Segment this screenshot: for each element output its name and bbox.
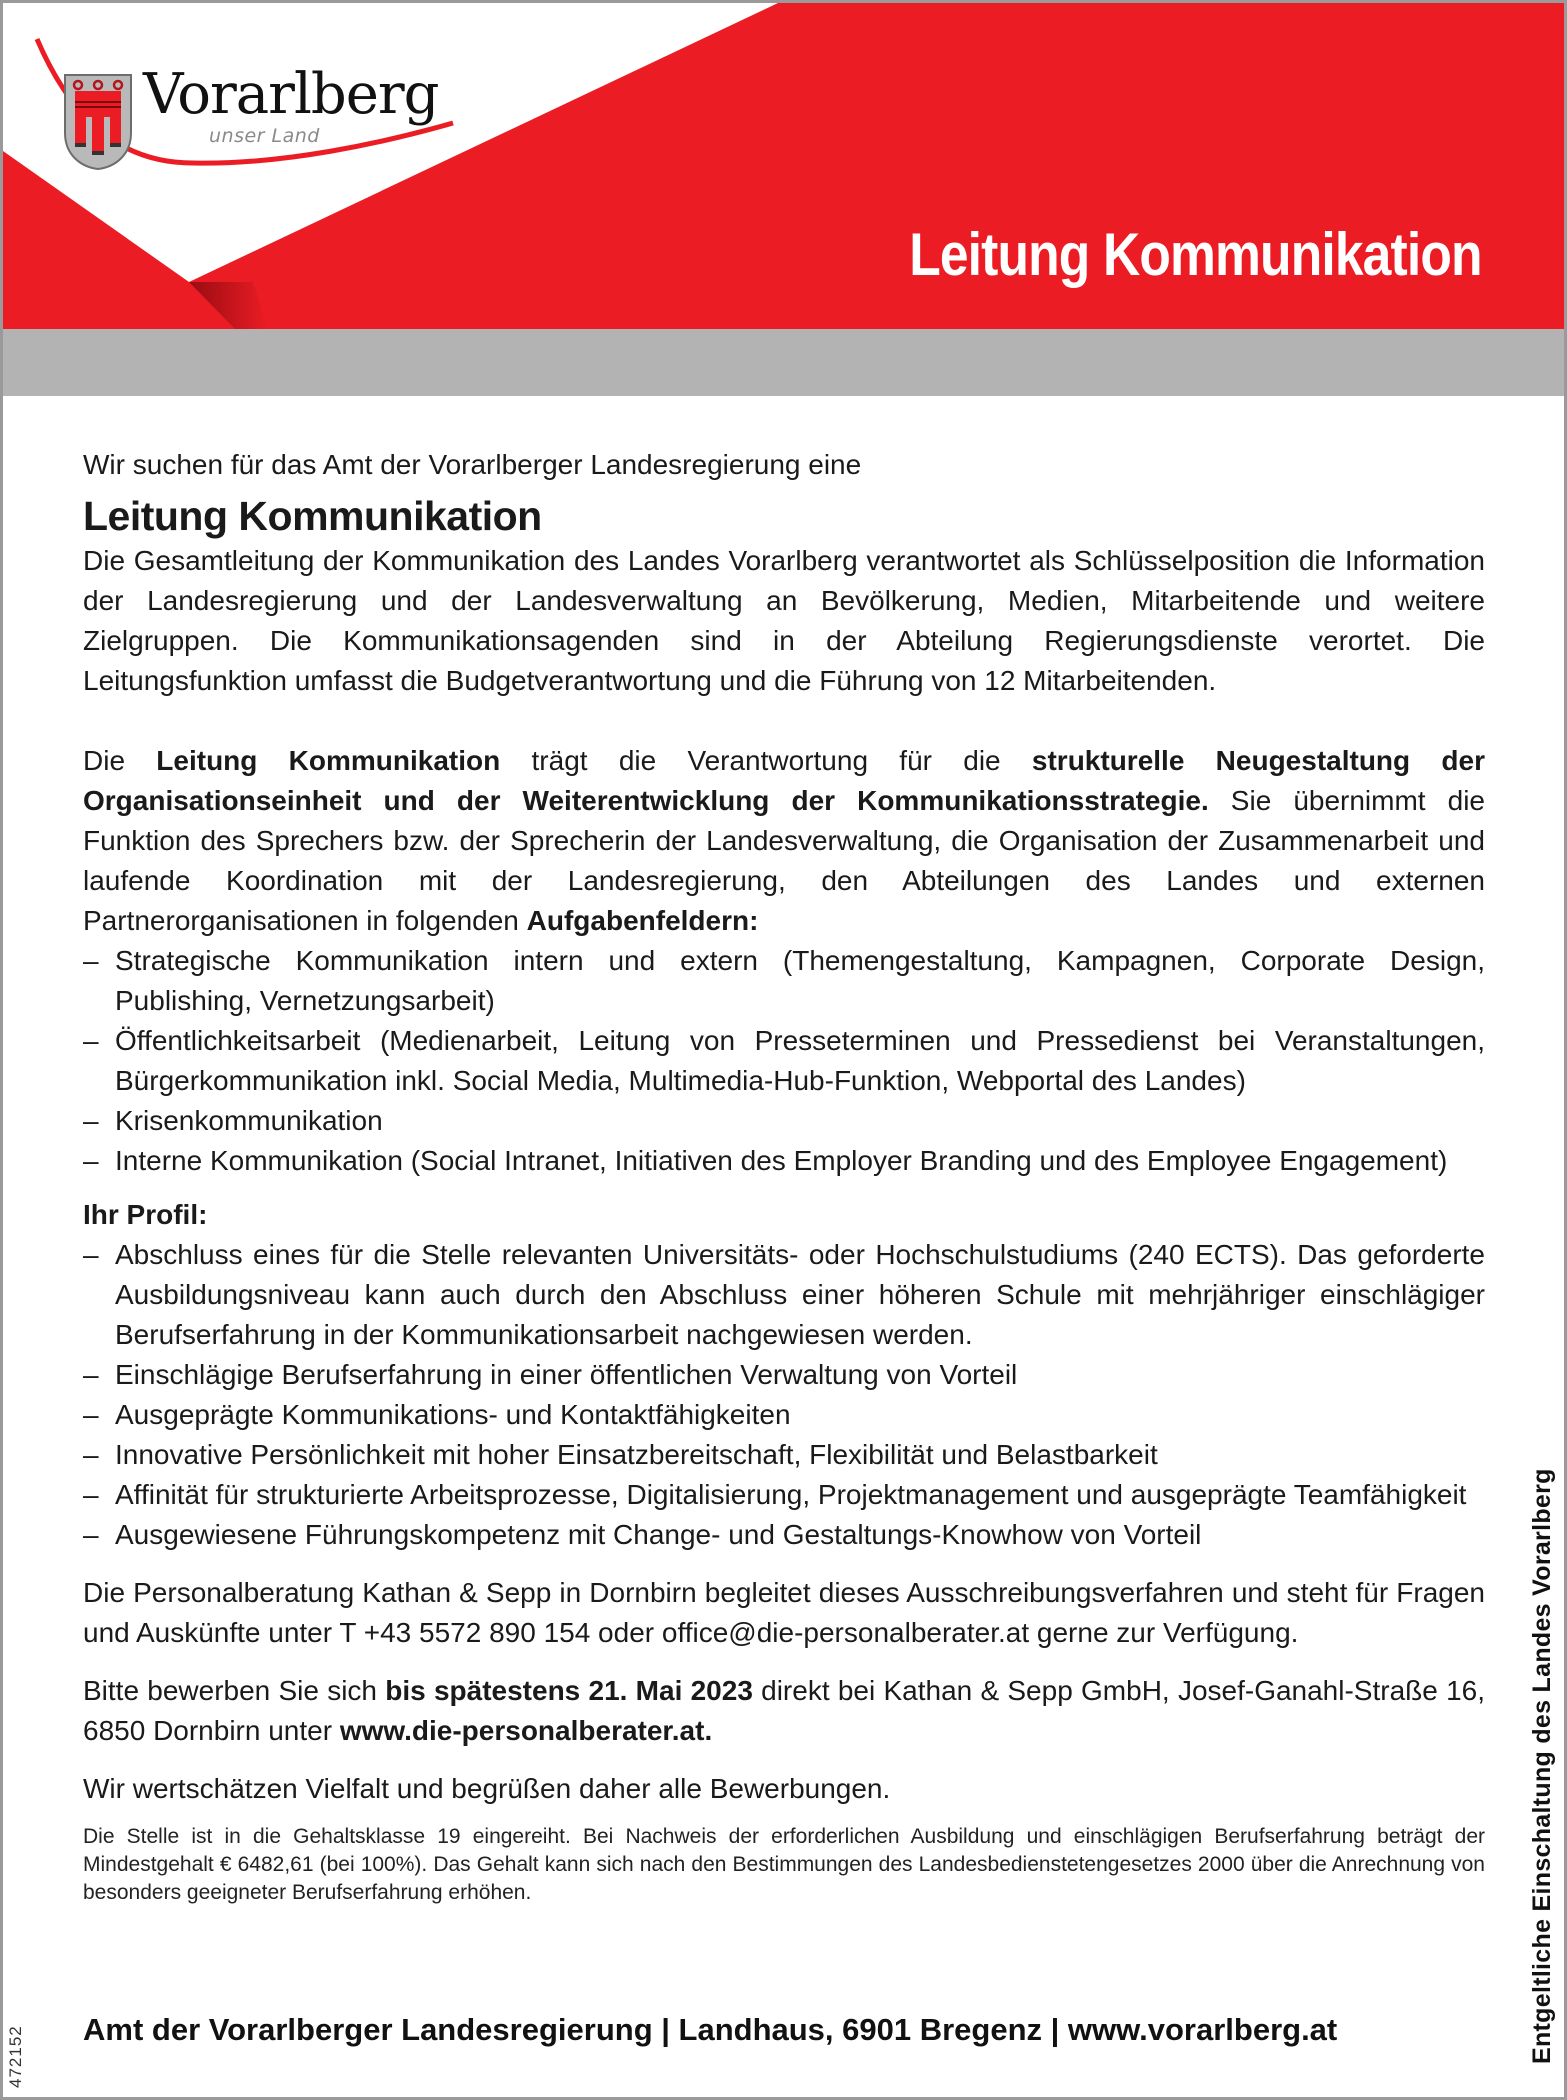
profile-heading: Ihr Profil:	[83, 1199, 208, 1230]
job-ad-body	[83, 445, 1485, 1907]
logo-wordmark: Vorarlberg	[143, 62, 439, 127]
emphasis-role: Leitung Kommunikation	[156, 745, 501, 776]
description-paragraph-2	[83, 741, 1485, 941]
contact-paragraph: Die Personalberatung Kathan & Sepp in Dornbirn begleitet dieses Ausschreibungsverfahren und steht für Fragen und Auskünfte unter T +43 5572 890 154 oder office@die-personalberater.at gerne zur Verfügung.	[83, 1577, 1485, 1648]
list-item: – Krisenkommunikation	[83, 1101, 1485, 1141]
description-paragraph-1: Die Gesamtleitung der Kommunikation des Landes Vorarlberg verantwortet als Schlüsselposition die Information der Landesregierung und der Landesverwaltung an Bevölkerung, Medien, Mitarbeitende und weitere Zielgruppen. Die Kommunikationsagenden sind in der Abteilung Regierungsdienste verortet. Die Leitungsfunktion umfasst die Budgetverantwortung und die Führung von 12 Mitarbeitenden.	[83, 545, 1485, 696]
diversity-statement: Wir wertschätzen Vielfalt und begrüßen daher alle Bewerbungen.	[83, 1773, 891, 1804]
text: trägt die Verantwortung für die	[500, 745, 1032, 776]
emphasis-responsibility: strukturelle Neugestaltung der Organisationseinheit und der Weiterentwicklung der Kommunikationsstrategie.	[83, 745, 1485, 816]
intro-line: Wir suchen für das Amt der Vorarlberger Landesregierung eine	[83, 449, 862, 480]
list-item: – Öffentlichkeitsarbeit (Medienarbeit, Leitung von Presseterminen und Pressedienst bei Veranstaltungen, Bürgerkommunikation inkl. Social Media, Multimedia-Hub-Funktion, Webportal des Landes)	[83, 1021, 1485, 1101]
banner-title: Leitung Kommunikation	[909, 221, 1482, 288]
profile-list	[83, 1235, 1485, 1555]
ad-number: 472152	[6, 2025, 25, 2088]
text: direkt bei Kathan & Sepp GmbH, Josef-Ganahl-Straße 16, 6850 Dornbirn unter	[83, 1675, 1486, 1746]
text: Die	[83, 745, 157, 776]
vorarlberg-logo	[63, 62, 439, 183]
list-item: – Einschlägige Berufserfahrung in einer öffentlichen Verwaltung von Vorteil	[83, 1355, 1485, 1395]
application-website-link[interactable]: www.die-personalberater.at.	[339, 1715, 713, 1746]
text: Sie übernimmt die Funktion des Sprechers bzw. der Sprecherin der Landesverwaltung, die Organisation der Zusammenarbeit und laufende Koordination mit der Landesregierung, den Abteilungen des Landes und externen Partnerorganisationen in folgenden	[83, 785, 1485, 936]
header-banner	[3, 3, 1564, 329]
gray-band	[3, 329, 1564, 396]
list-item: – Abschluss eines für die Stelle relevanten Universitäts- oder Hochschulstudiums (240 ECTS). Das geforderte Ausbildungsniveau kann auch durch den Abschluss einer höheren Schule mit mehrjähriger einschlägiger Berufserfahrung in der Kommunikationsarbeit nachgewiesen werden.	[83, 1235, 1485, 1355]
list-item: – Ausgewiesene Führungskompetenz mit Change- und Gestaltungs-Knowhow von Vorteil	[83, 1515, 1485, 1555]
list-item: – Affinität für strukturierte Arbeitsprozesse, Digitalisierung, Projektmanagement und ausgeprägte Teamfähigkeit	[83, 1475, 1485, 1515]
list-item: – Ausgeprägte Kommunikations- und Kontaktfähigkeiten	[83, 1395, 1485, 1435]
list-item: – Innovative Persönlichkeit mit hoher Einsatzbereitschaft, Flexibilität und Belastbarkeit	[83, 1435, 1485, 1475]
text: Bitte bewerben Sie sich	[83, 1675, 386, 1706]
application-paragraph	[83, 1671, 1485, 1751]
paid-ad-note: Entgeltliche Einschaltung des Landes Vorarlberg	[1528, 1468, 1556, 2064]
list-item: – Strategische Kommunikation intern und extern (Themengestaltung, Kampagnen, Corporate Design, Publishing, Vernetzungsarbeit)	[83, 941, 1485, 1021]
logo-tagline: unser Land	[209, 125, 320, 147]
coat-of-arms-icon	[63, 73, 133, 171]
list-item: – Interne Kommunikation (Social Intranet, Initiativen des Employer Branding und des Employee Engagement)	[83, 1141, 1485, 1181]
salary-note: Die Stelle ist in die Gehaltsklasse 19 eingereiht. Bei Nachweis der erforderlichen Ausbildung und einschlägigen Berufserfahrung beträgt der Mindestgehalt € 6482,61 (bei 100%). Das Gehalt kann sich nach den Bestimmungen des Landesbedienstetengesetzes 2000 über die Anrechnung von besonders geeigneter Berufserfahrung erhöhen.	[83, 1825, 1485, 1904]
application-deadline: bis spätestens 21. Mai 2023	[385, 1675, 753, 1706]
emphasis-task-fields: Aufgabenfeldern:	[526, 905, 759, 936]
task-list	[83, 941, 1485, 1181]
footer-address: Amt der Vorarlberger Landesregierung | Landhaus, 6901 Bregenz | www.vorarlberg.at	[83, 2012, 1338, 2047]
job-title: Leitung Kommunikation	[83, 493, 542, 539]
